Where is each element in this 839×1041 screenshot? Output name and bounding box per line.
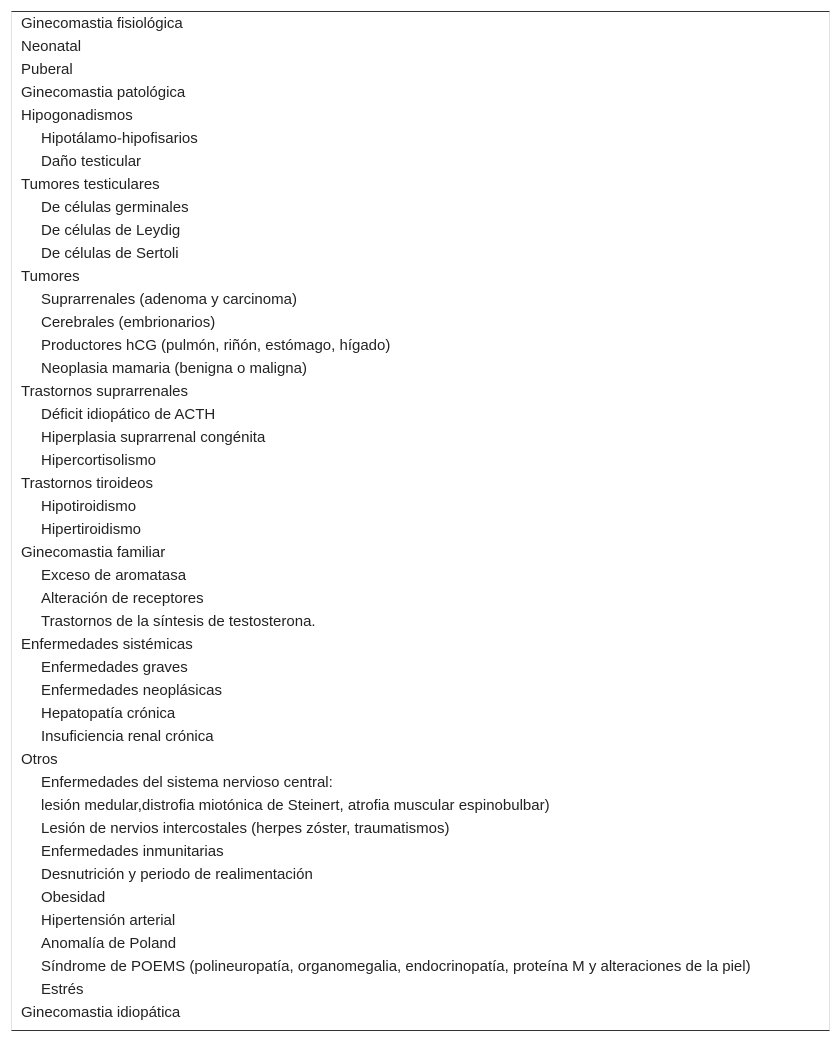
table-row-category: Ginecomastia idiopática: [21, 1004, 181, 1021]
table-row-subitem: Enfermedades neoplásicas: [41, 682, 222, 699]
table-row-subitem: De células de Leydig: [41, 222, 181, 239]
table-row-subitem: Trastornos de la síntesis de testosterona.: [41, 613, 316, 630]
table-row-subitem: Hipercortisolismo: [41, 452, 157, 469]
table-row-subitem: Suprarrenales (adenoma y carcinoma): [41, 291, 297, 308]
table-row-category: Otros: [21, 751, 58, 768]
table-row-subitem: Déficit idiopático de ACTH: [41, 406, 216, 423]
table-row-category: Trastornos tiroideos: [21, 475, 153, 492]
table-row-subitem: Cerebrales (embrionarios): [41, 314, 216, 331]
classification-table: [11, 11, 830, 1031]
table-row-subitem: Enfermedades inmunitarias: [41, 843, 224, 860]
table-row-category: Hipogonadismos: [21, 107, 133, 124]
table-row-subitem: Insuficiencia renal crónica: [41, 728, 214, 745]
table-row-category: Enfermedades sistémicas: [21, 636, 193, 653]
table-row-subitem: lesión medular,distrofia miotónica de Steinert, atrofia muscular espinobulbar): [41, 797, 550, 814]
table-row-category: Neonatal: [21, 38, 82, 55]
table-row-subitem: Anomalía de Poland: [41, 935, 177, 952]
table-row-category: Trastornos suprarrenales: [21, 383, 189, 400]
table-row-subitem: Productores hCG (pulmón, riñón, estómago, hígado): [41, 337, 391, 354]
table-row-category: Ginecomastia patológica: [21, 84, 186, 101]
table-row-subitem: Hiperplasia suprarrenal congénita: [41, 429, 266, 446]
table-row-subitem: Hipotiroidismo: [41, 498, 137, 515]
table-row-category: Ginecomastia fisiológica: [21, 15, 183, 32]
table-row-subitem: Daño testicular: [41, 153, 142, 170]
table-row-subitem: Hepatopatía crónica: [41, 705, 176, 722]
table-row-subitem: Neoplasia mamaria (benigna o maligna): [41, 360, 307, 377]
table-row-subitem: Hipertensión arterial: [41, 912, 176, 929]
table-row-category: Tumores: [21, 268, 80, 285]
table-row-subitem: Enfermedades graves: [41, 659, 188, 676]
table-row-subitem: Alteración de receptores: [41, 590, 204, 607]
table-row-subitem: De células germinales: [41, 199, 189, 216]
table-row-subitem: Enfermedades del sistema nervioso central:: [41, 774, 333, 791]
table-row-category: Puberal: [21, 61, 73, 78]
table-row-subitem: Obesidad: [41, 889, 106, 906]
table-row-subitem: Lesión de nervios intercostales (herpes zóster, traumatismos): [41, 820, 450, 837]
table-row-subitem: Hipertiroidismo: [41, 521, 142, 538]
table-row-subitem: De células de Sertoli: [41, 245, 179, 262]
table-row-subitem: Síndrome de POEMS (polineuropatía, organomegalia, endocrinopatía, proteína M y alteraciones de la piel): [41, 958, 751, 975]
table-row-category: Tumores testiculares: [21, 176, 160, 193]
table-row-category: Ginecomastia familiar: [21, 544, 166, 561]
table-row-subitem: Estrés: [41, 981, 84, 998]
table-row-subitem: Exceso de aromatasa: [41, 567, 187, 584]
table-body: [12, 12, 829, 1024]
table-row-subitem: Hipotálamo-hipofisarios: [41, 130, 198, 147]
table-row-subitem: Desnutrición y periodo de realimentación: [41, 866, 313, 883]
